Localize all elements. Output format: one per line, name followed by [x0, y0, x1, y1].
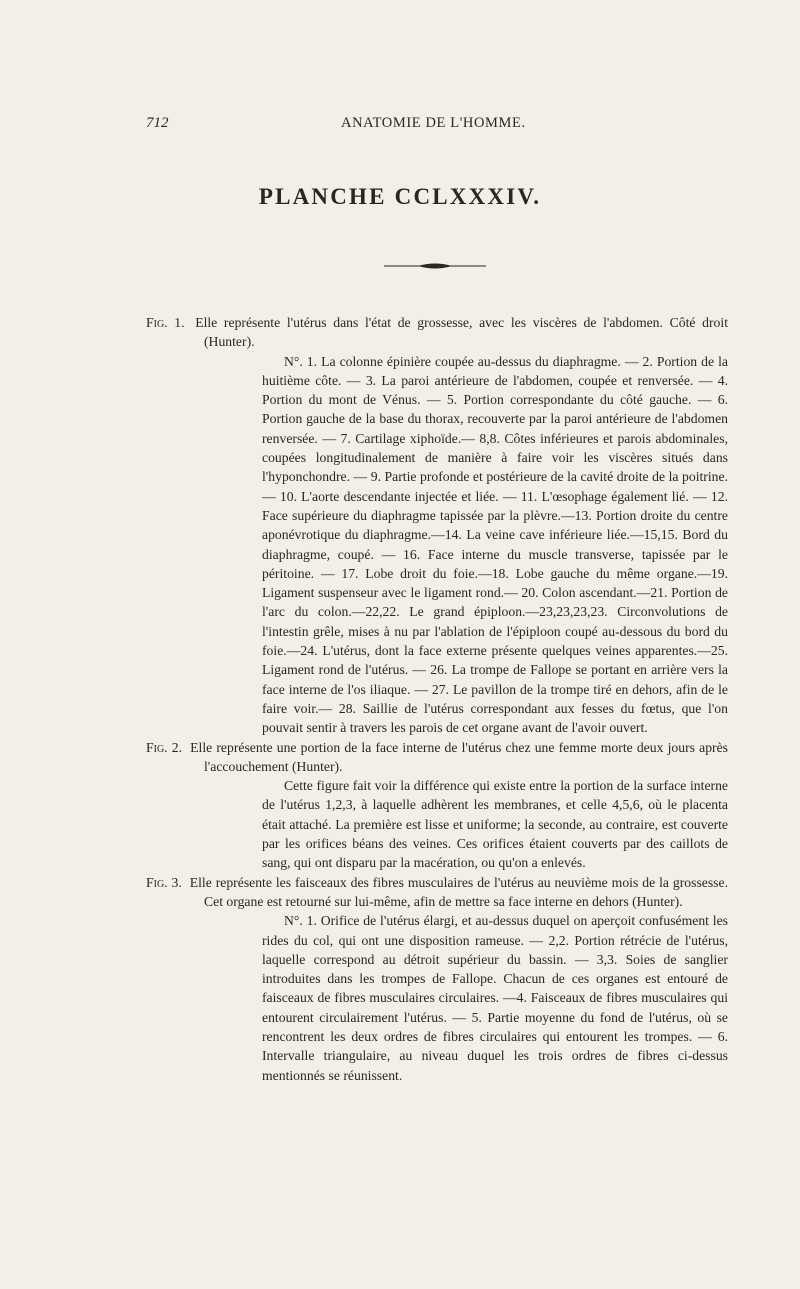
page-number: 712: [146, 115, 169, 131]
plate-title: PLANCHE CCLXXXIV.: [258, 184, 542, 209]
figure-label: Fig. 3.: [146, 874, 182, 890]
plate-legend: [146, 313, 728, 1085]
figure-2-entry: [146, 738, 728, 873]
ornament-rule: [384, 262, 486, 270]
figure-label: Fig. 1.: [146, 315, 185, 330]
figure-1-entry: [146, 313, 728, 738]
running-title: ANATOMIE DE L'HOMME.: [341, 115, 526, 131]
figure-label: Fig. 2.: [146, 739, 183, 755]
figure-intro: Elle représente l'utérus dans l'état de grossesse, avec les viscères de l'abdomen. Côté droit (Hunter).: [195, 315, 729, 350]
figure-intro: Elle représente une portion de la face interne de l'utérus chez une femme morte deux jours après l'accouchement (Hunter).: [190, 739, 729, 774]
figure-3-entry: [146, 873, 728, 1085]
figure-paragraph: N°. 1. Orifice de l'utérus élargi, et au-dessus duquel on aperçoit confusément les rides du col, qui ont une disposition rameuse. — 2,2. Portion rétrécie de l'utérus, laquelle correspond au détroit supérieur du bassin. — 3,3. Soies de sanglier introduites dans les trompes de Fallope. Chacun de ces organes est entouré de faisceaux de fibres musculaires circulaires. —4. Faisceaux de fibres musculaires qui entourent circulairement l'utérus. — 5. Partie moyenne du fond de l'utérus, où se rencontrent les deux ordres de fibres circulaires qui entourent les trompes. — 6. Intervalle triangulaire, au niveau duquel les trois ordres de fibres ci-dessus mentionnés se réunissent.: [262, 913, 728, 1083]
figure-paragraph: N°. 1. La colonne épinière coupée au-dessus du diaphragme. — 2. Portion de la huitième côte. — 3. La paroi antérieure de l'abdomen, coupée et renversée. — 4. Portion du mont de Vénus. — 5. Portion correspondante du côté gauche. — 6. Portion gauche de la base du thorax, recouverte par la paroi antérieure de l'abdomen renversée. — 7. Cartilage xiphoïde.— 8,8. Côtes inférieures et parois abdominales, coupées longitudinalement de manière à faire voir les viscères situés dans l'hyponchondre. — 9. Partie profonde et postérieure de la cavité droite de la poitrine. — 10. L'aorte descendante injectée et liée. — 11. L'œsophage également lié. — 12. Face supérieure du diaphragme tapissée par la plèvre.—13. Portion droite du centre aponévrotique du diaphragme.—14. La veine cave inférieure liée.—15,15. Bord du diaphragme, coupé. — 16. Face interne du muscle transverse, tapissée par le péritoine. — 17. Lobe droit du foie.—18. Lobe gauche du même organe.—19. Ligament suspenseur avec le ligament rond.— 20. Colon ascendant.—21. Portion de l'arc du colon.—22,22. Le grand épiploon.—23,23,23,23. Circonvolutions de l'intestin grêle, mises à nu par l'ablation de l'épiploon coupé au-dessous du bord du foie.—24. L'utérus, dont la face externe présente quelques veines apparentes.—25. Ligament rond de l'utérus. — 26. La trompe de Fallope se portant en arrière vers la face interne de l'os iliaque. — 27. Le pavillon de la trompe tiré en dehors, afin de le faire voir.— 28. Saillie de l'utérus correspondant aux fesses du fœtus, que l'on pouvait sentir à travers les parois de cet organe avant de l'avoir ouvert.: [262, 353, 728, 736]
figure-paragraph: Cette figure fait voir la différence qui existe entre la portion de la surface interne de l'utérus 1,2,3, à laquelle adhèrent les membranes, et celle 4,5,6, où le placenta était attaché. La première est lisse et uniforme; la seconde, au contraire, est couverte par les orifices béans des veines. Ces orifices étaient couverts par des caillots de sang, qui ont disparu par la macération, ou qu'on a enlevés.: [262, 778, 728, 871]
running-header: [146, 115, 730, 135]
figure-intro: Elle représente les faisceaux des fibres musculaires de l'utérus au neuvième mois de la grossesse. Cet organe est retourné sur lui-même, afin de mettre sa face interne en dehors (Hunter).: [189, 874, 729, 909]
